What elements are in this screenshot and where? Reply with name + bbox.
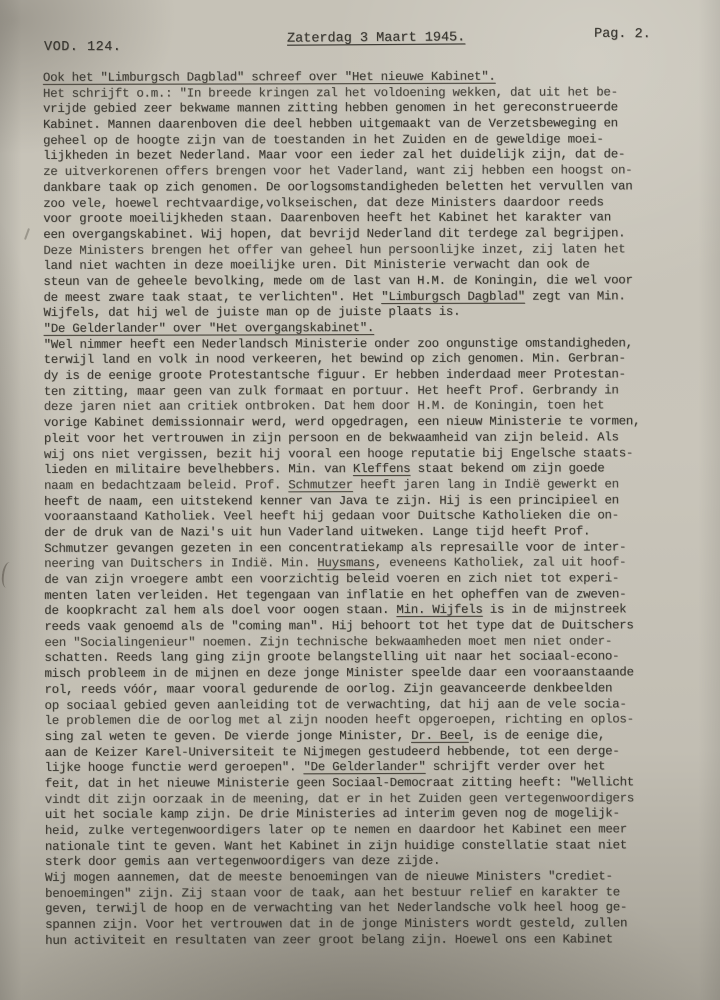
text-line: vorige Kabinet demissionnair werd, werd opgedragen, een nieuw Ministerie te vormen, — [43, 414, 641, 430]
text-line: de koopkracht zal hem als doel voor oogen staan. Min. Wijfels is in de mijnstreek — [44, 602, 627, 619]
text-line: vooraanstaand Katholiek. Veel heeft hij gedaan voor Duitsche Katholieken die on- — [44, 508, 619, 525]
text-line: reeds vaak genoemd als de "coming man". Hij behoort tot het type dat de Duitschers — [44, 618, 634, 634]
text-line: Kabinet. Mannen daarenboven die deel hebben uitgemaakt van de Verzetsbeweging en — [42, 116, 618, 132]
text-line: lijke hooge functie werd geroepen". "De Gelderlander" schrijft verder over het — [44, 759, 606, 776]
text-line: rol, reeds vóór, maar vooral gedurende de oorlog. Zijn geavanceerde denkbeelden — [44, 681, 613, 697]
text-line: terwijl land en volk in nood verkeeren, het bewind op zich genomen. Min. Gerbran- — [43, 351, 626, 368]
text-line: schatten. Reeds lang ging zijn groote belangstelling uit naar het sociaal-econo- — [44, 649, 620, 666]
text-line: pleit voor het vertrouwen in zijn persoon en de bekwaamheid van zijn beleid. Als — [43, 430, 619, 446]
text-line: deze jaren niet aan critiek ontbroken. Dat hem door H.M. de Koningin, toen het — [43, 398, 605, 415]
text-line: Het schrijft o.m.: "In breede kringen zal het voldoening wekken, dat uit het be- — [42, 85, 618, 101]
text-line: "Wel nimmer heeft een Nederlandsch Ministerie onder zoo ongunstige omstandigheden, — [43, 336, 633, 352]
text-line: een overgangskabinet. Wij hopen, dat bevrijd Nederland dit terdege zal begrijpen. — [43, 226, 626, 242]
text-line: lieden en militaire bevelhebbers. Min. van Kleffens staat bekend om zijn goede — [43, 461, 605, 478]
text-line: dankbare taak op zich genomen. De oorlogsomstandigheden beletten het vervullen van — [43, 179, 633, 195]
text-line: vindt dit zijn oorzaak in de meening, dat er in het Zuiden geen vertegenwoordigers — [44, 790, 634, 807]
text-line: zoo vele, hoewel rechtvaardige,volkseischen, dat deze Ministers daardoor reeds — [43, 194, 604, 211]
document-body — [43, 69, 710, 949]
text-line: voor groote moeilijkheden staan. Daarenboven heeft het Kabinet het karakter van — [43, 210, 611, 227]
text-line: de meest zware taak staat, te verlichten". Het "Limburgsch Dagblad" zegt van Min. — [43, 288, 626, 305]
doc-date: Zaterdag 3 Maart 1945. — [286, 30, 466, 47]
text-line: heid, zulke vertegenwoordigers later op te nemen en daardoor het Kabinet een meer — [44, 822, 627, 838]
text-line: een "Socialingenieur" noemen. Zijn technische bekwaamheden moet men niet onder- — [44, 634, 613, 650]
text-line: vrijde gebied zeer bekwame mannen zitting hebben genomen in het gereconstrueerde — [42, 100, 618, 117]
text-line: benoemingen" zijn. Zij staan voor de taak, aan het bestuur relief en karakter te — [44, 885, 620, 901]
text-line: ten zitting, maar geen van zulk formaat en portuur. Het heeft Prof. Gerbrandy in — [43, 383, 619, 399]
text-line: Wij mogen aannemen, dat de meeste benoemingen van de nieuwe Ministers "crediet- — [44, 869, 613, 885]
text-line: wij ons niet vergissen, bezit hij vooral een hooge reputatie bij Engelsche staats- — [43, 445, 634, 462]
text-line: "De Gelderlander" over "Het overgangskabinet". — [43, 321, 375, 336]
text-line: de van zijn vroegere ambt een voorzichtig beleid voeren en zich niet tot experi- — [44, 571, 620, 587]
text-line: Schmutzer gevangen gezeten in een concentratiekamp als represaille voor de inter- — [44, 539, 627, 556]
text-line: hun activiteit en resultaten van zeer groot belang zijn. Hoewel ons een Kabinet — [45, 932, 613, 948]
page-number: Pag. 2. — [593, 26, 651, 43]
text-line: ze uitverkorenen offers brengen voor het Vaderland, want zij hebben een hoogst on- — [43, 163, 633, 179]
text-line: Deze Ministers brengen het offer van geheel hun persoonlijke inzet, zij laten het — [43, 241, 626, 258]
text-line: Ook het "Limburgsch Dagblad" schreef over "Het nieuwe Kabinet". — [42, 69, 496, 85]
doc-number: VOD. 124. — [44, 40, 122, 55]
text-line: lijkheden in bezet Nederland. Maar voor een ieder zal het duidelijk zijn, dat de- — [43, 147, 626, 164]
text-line: misch probleem in de mijnen en deze jonge Minister speelde daar een vooraanstaande — [44, 665, 634, 681]
text-line: naam en bedachtzaam beleid. Prof. Schmutzer heeft jaren lang in Indië gewerkt en — [43, 477, 619, 493]
text-line: geheel op de hoogte zijn van de toestanden in het Zuiden en de geweldige moei- — [43, 132, 604, 148]
text-line: le problemen die de oorlog met al zijn nooden heeft opgeroepen, richting en oplos- — [44, 712, 634, 729]
text-line: spannen zijn. Voor het vertrouwen dat in de jonge Ministers wordt gesteld, zullen — [45, 916, 628, 932]
text-line: menten laten verleiden. Het tegengaan van inflatie en het opheffen van de zweven- — [44, 587, 627, 603]
text-line: feit, dat in het nieuwe Ministerie geen Sociaal-Democraat zitting heeft: "Wellicht — [44, 775, 634, 791]
text-line: sing zal weten te geven. De vierde jonge Minister, Dr. Beel, is de eenige die, — [44, 728, 606, 744]
text-line: neering van Duitschers in Indië. Min. Huysmans, eveneens Katholiek, zal uit hoof- — [44, 555, 627, 572]
text-line: steun van de geheele bevolking, mede om de last van H.M. de Koningin, die wel voor — [43, 273, 633, 289]
text-line: dy is de eenige groote Protestantsche figuur. Er hebben inderdaad meer Protestan- — [43, 367, 626, 383]
pencil-mark — [0, 561, 16, 588]
ink-smudge — [24, 228, 30, 240]
text-line: Wijfels, dat hij wel de juiste man op de juiste plaats is. — [43, 305, 461, 321]
text-line: sterk door gemis aan vertegenwoordigers van deze zijde. — [44, 854, 441, 870]
text-line: uit het sociale kamp zijn. De drie Ministeries ad interim geven nog de mogelijk- — [44, 806, 620, 823]
text-line: op sociaal gebied geven aanleiding tot de verwachting, dat hij aan de vele socia- — [44, 696, 627, 713]
text-line: aan de Keizer Karel-Universiteit te Nijmegen gestudeerd hebbende, tot een derge- — [44, 743, 620, 760]
text-line: heeft de naam, een uitstekend kenner van Java te zijn. Hij is een principieel en — [43, 492, 619, 509]
text-line: land niet wachten in deze moeilijke uren. Dit Ministerie verwacht dan ook de — [43, 257, 590, 274]
text-line: geven, terwijl de hoop en de verwachting van het Nederlandsche volk heel hoog ge- — [45, 900, 628, 917]
text-line: der de druk van de Nazi's uit hun Vaderland uitweken. Lange tijd heeft Prof. — [44, 524, 591, 540]
text-line: nationale tint te geven. Want het Kabinet in zijn huidige constellatie staat niet — [44, 838, 627, 854]
